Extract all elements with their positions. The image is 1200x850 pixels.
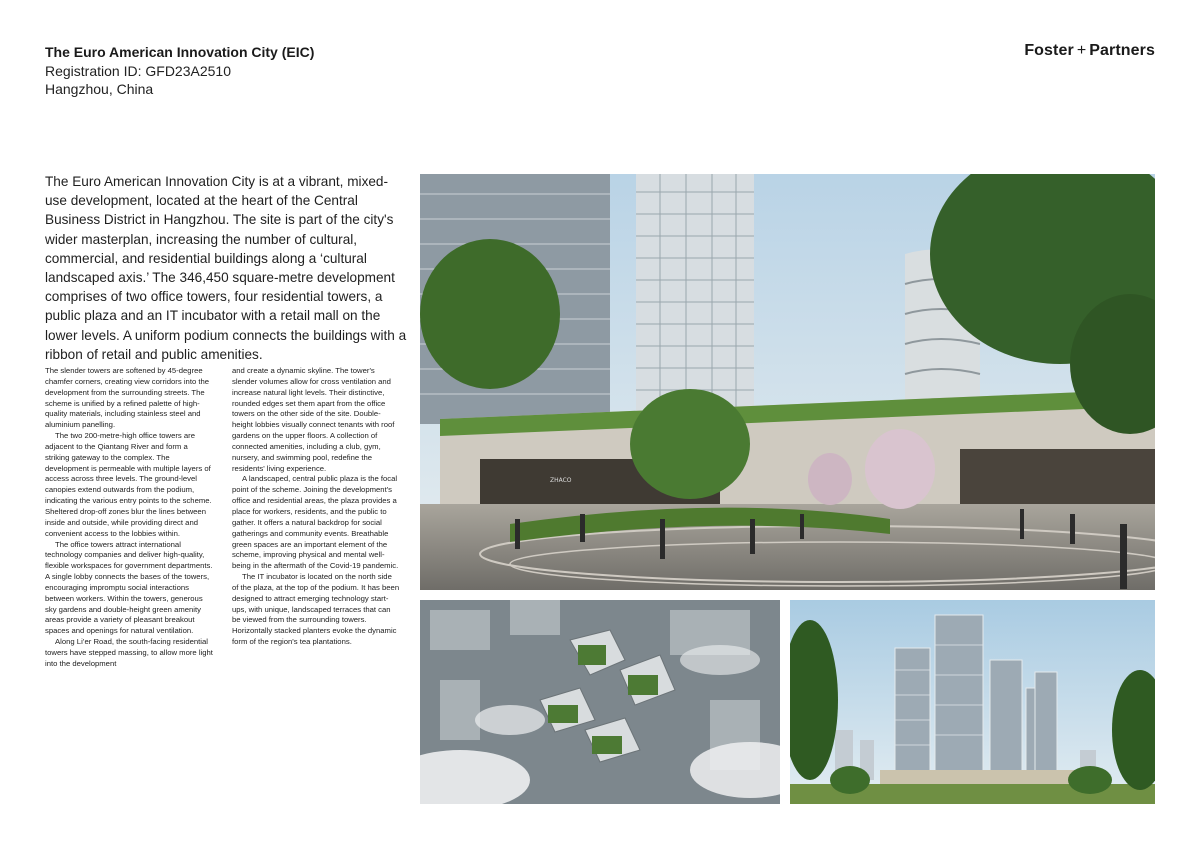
logo-plus: +: [1076, 42, 1087, 59]
aerial-render-image: [420, 600, 780, 804]
body-paragraph: Along Li’er Road, the south-facing residential towers have stepped massing, to allow more light into the development: [45, 637, 213, 668]
foster-partners-logo: [1024, 42, 1155, 60]
logo-name-right: Partners: [1089, 42, 1155, 59]
body-column-2: [232, 366, 400, 648]
body-paragraph: The two 200-metre-high office towers are adjacent to the Qiantang River and form a striking gateway to the complex. The development is permeable with multiple layers of access across three levels. The ground-level canopies extend outwards from the podium, indicating the various entry points to the scheme. Sheltered drop-off zones blur the lines between inside and outside, while providing direct and convenient access to the lobbies within.: [45, 431, 212, 538]
plaza-render-image: [420, 174, 1155, 590]
body-paragraph: and create a dynamic skyline. The tower's slender volumes allow for cross ventilation and increase natural light levels. Their distinctive, rounded edges set them apart from the office towers on the other side of the site. Double-height lobbies visually connect tenants with roof gardens on the upper floors. A collection of connected amenities, including a club, gym, nursery, and swimming pool, redefine the residents' living experience.: [232, 366, 395, 473]
project-location: Hangzhou, China: [45, 81, 154, 97]
body-paragraph: The office towers attract international technology companies and deliver high-quality, flexible workspaces for government departments. A single lobby connects the bases of the towers, encouraging impromptu social interactions between workers. Within the towers, generous sky gardens and double-height green amenity areas provide a variety of pleasant breakout spaces and openings for natural ventilation.: [45, 539, 213, 636]
shop-sign: ZHACO: [550, 477, 572, 484]
intro-paragraph: The Euro American Innovation City is at a vibrant, mixed-use development, located at the heart of the Central Business District in Hangzhou. The site is part of the city's wider masterplan, increasing the number of cultural, commercial, and residential buildings along a ‘cultural landscaped axis.’ The 346,450 square-metre development comprises of two office towers, four residential towers, a public plaza and an IT incubator with a retail mall on the lower levels. A uniform podium connects the buildings with a ribbon of retail and public amenities.: [45, 174, 407, 362]
registration-id: Registration ID: GFD23A2510: [45, 63, 231, 79]
logo-name-left: Foster: [1024, 42, 1074, 59]
body-paragraph: A landscaped, central public plaza is the focal point of the scheme. Joining the development's office and residential areas, the plaza provides a place for workers, residents, and the public to gather. It offers a natural backdrop for social gatherings and community events. Breathable green spaces are an important element of the scheme, improving physical and mental well-being in the aftermath of the Covid-19 pandemic.: [232, 474, 399, 571]
project-title: The Euro American Innovation City (EIC): [45, 44, 315, 60]
body-paragraph: The slender towers are softened by 45-degree chamfer corners, creating view corridors into the development from the surrounding streets. The scheme is unified by a refined palette of high-quality materials, including stainless steel and aluminium panelling.: [45, 366, 210, 430]
skyline-render-image: [790, 600, 1155, 804]
body-column-1: [45, 366, 213, 670]
body-paragraph: The IT incubator is located on the north side of the plaza, at the top of the podium. It has been designed to attract emerging technology start-ups, with unique, landscaped terraces that can be viewed from the surrounding towers. Horizontally stacked planters evoke the dynamic form of the region's tea plantations.: [232, 572, 400, 647]
